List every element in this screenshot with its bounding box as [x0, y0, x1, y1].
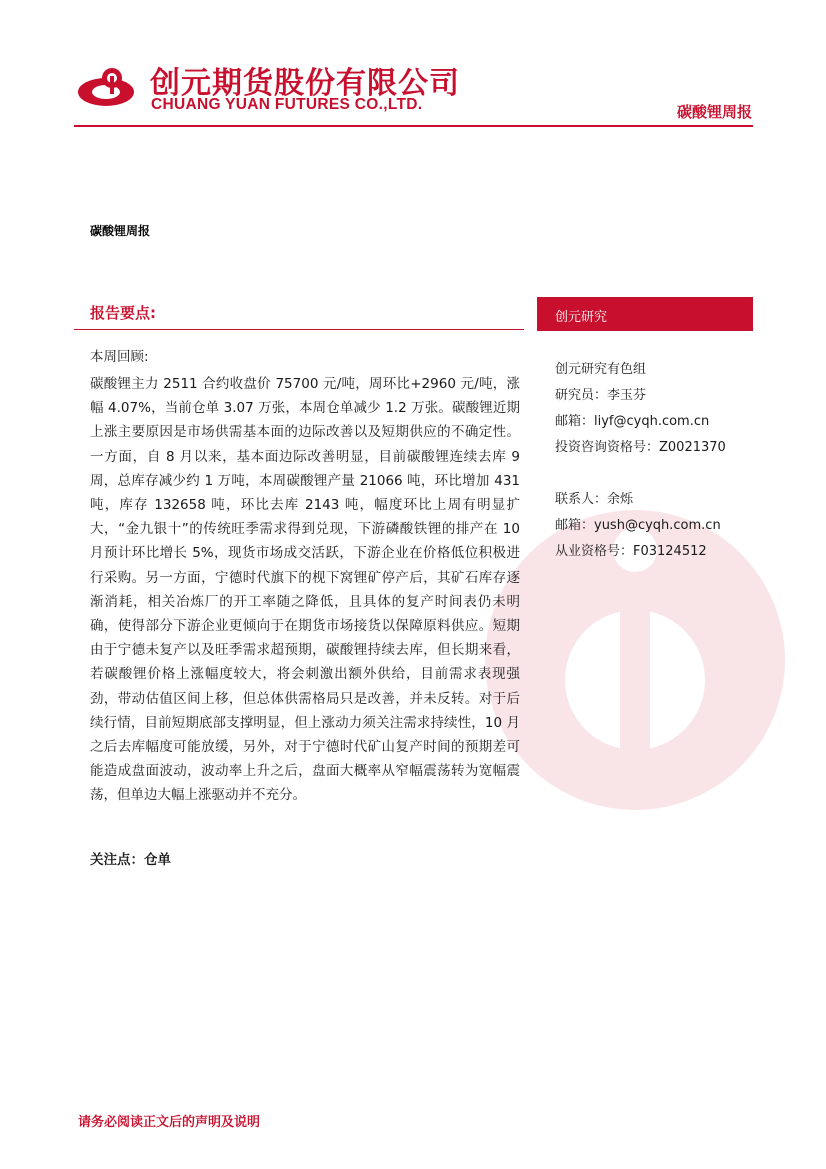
review-label: 本周回顾:	[90, 349, 149, 365]
sidebar-header	[537, 297, 753, 331]
contact-person: 联系人：余烁	[555, 492, 634, 507]
contact-email[interactable]: 邮箱：yush@cyqh.com.cn	[555, 518, 721, 533]
section-heading: 报告要点:	[90, 304, 156, 322]
report-type-label: 碳酸锂周报	[676, 103, 752, 121]
company-logo-icon	[76, 64, 136, 114]
company-name-en: CHUANG YUAN FUTURES CO.,LTD.	[151, 96, 423, 113]
researcher-email[interactable]: 邮箱：liyf@cyqh.com.cn	[555, 414, 710, 429]
focus-points: 关注点：仓单	[90, 852, 171, 868]
body-paragraph: 碳酸锂主力 2511 合约收盘价 75700 元/吨，周环比+2960 元/吨，涨幅 4.07%，当前仓单 3.07 万张，本周仓单减少 1.2 万张。碳酸锂近期上涨主要原因是市场供需基本面的边际改善以及短期供应的不确定性。一方面，自 8 月以来，基本面边际改善明显，目前碳酸锂连续去库 9 周，总库存减少约 1 万吨，本周碳酸锂产量 21066 吨，环比增加 431 吨，库存 132658 吨，环比去库 2143 吨，幅度环比上周有明显扩大，“金九银十”的传统旺季需求得到兑现，下游磷酸铁锂的排产在 10 月预计环比增长 5%，现货市场成交活跃，下游企业在价格低位积极进行采购。另一方面，宁德时代旗下的枧下窝锂矿停产后，其矿石库存逐渐消耗，相关冶炼厂的开工率随之降低，且具体的复产时间表仍未明确，使得部分下游企业更倾向于在期货市场接货以保障原料供应。短期由于宁德未复产以及旺季需求超预期，碳酸锂持续去库，但长期来看，若碳酸锂价格上涨幅度较大，将会刺激出额外供给，目前需求表现强劲，带动估值区间上移，但总体供需格局只是改善，并未反转。对于后续行情，目前短期底部支撑明显，但上涨动力须关注需求持续性，10 月之后去库幅度可能放缓，另外，对于宁德时代矿山复产时间的预期差可能造成盘面波动，波动率上升之后，盘面大概率从窄幅震荡转为宽幅震荡，但单边大幅上涨驱动并不充分。	[90, 376, 520, 804]
sidebar-title: 创元研究	[555, 310, 608, 325]
footer-disclaimer[interactable]: 请务必阅读正文后的声明及说明	[78, 1115, 261, 1130]
header-divider	[74, 125, 753, 127]
researcher-name: 研究员：李玉芬	[555, 388, 647, 403]
document-title: 碳酸锂周报	[90, 224, 151, 238]
researcher-license: 投资咨询资格号：Z0021370	[555, 440, 726, 455]
research-group: 创元研究有色组	[555, 362, 647, 377]
contact-license: 从业资格号：F03124512	[555, 544, 707, 559]
company-name-cn: 创元期货股份有限公司	[150, 66, 460, 101]
section-divider	[74, 329, 524, 330]
